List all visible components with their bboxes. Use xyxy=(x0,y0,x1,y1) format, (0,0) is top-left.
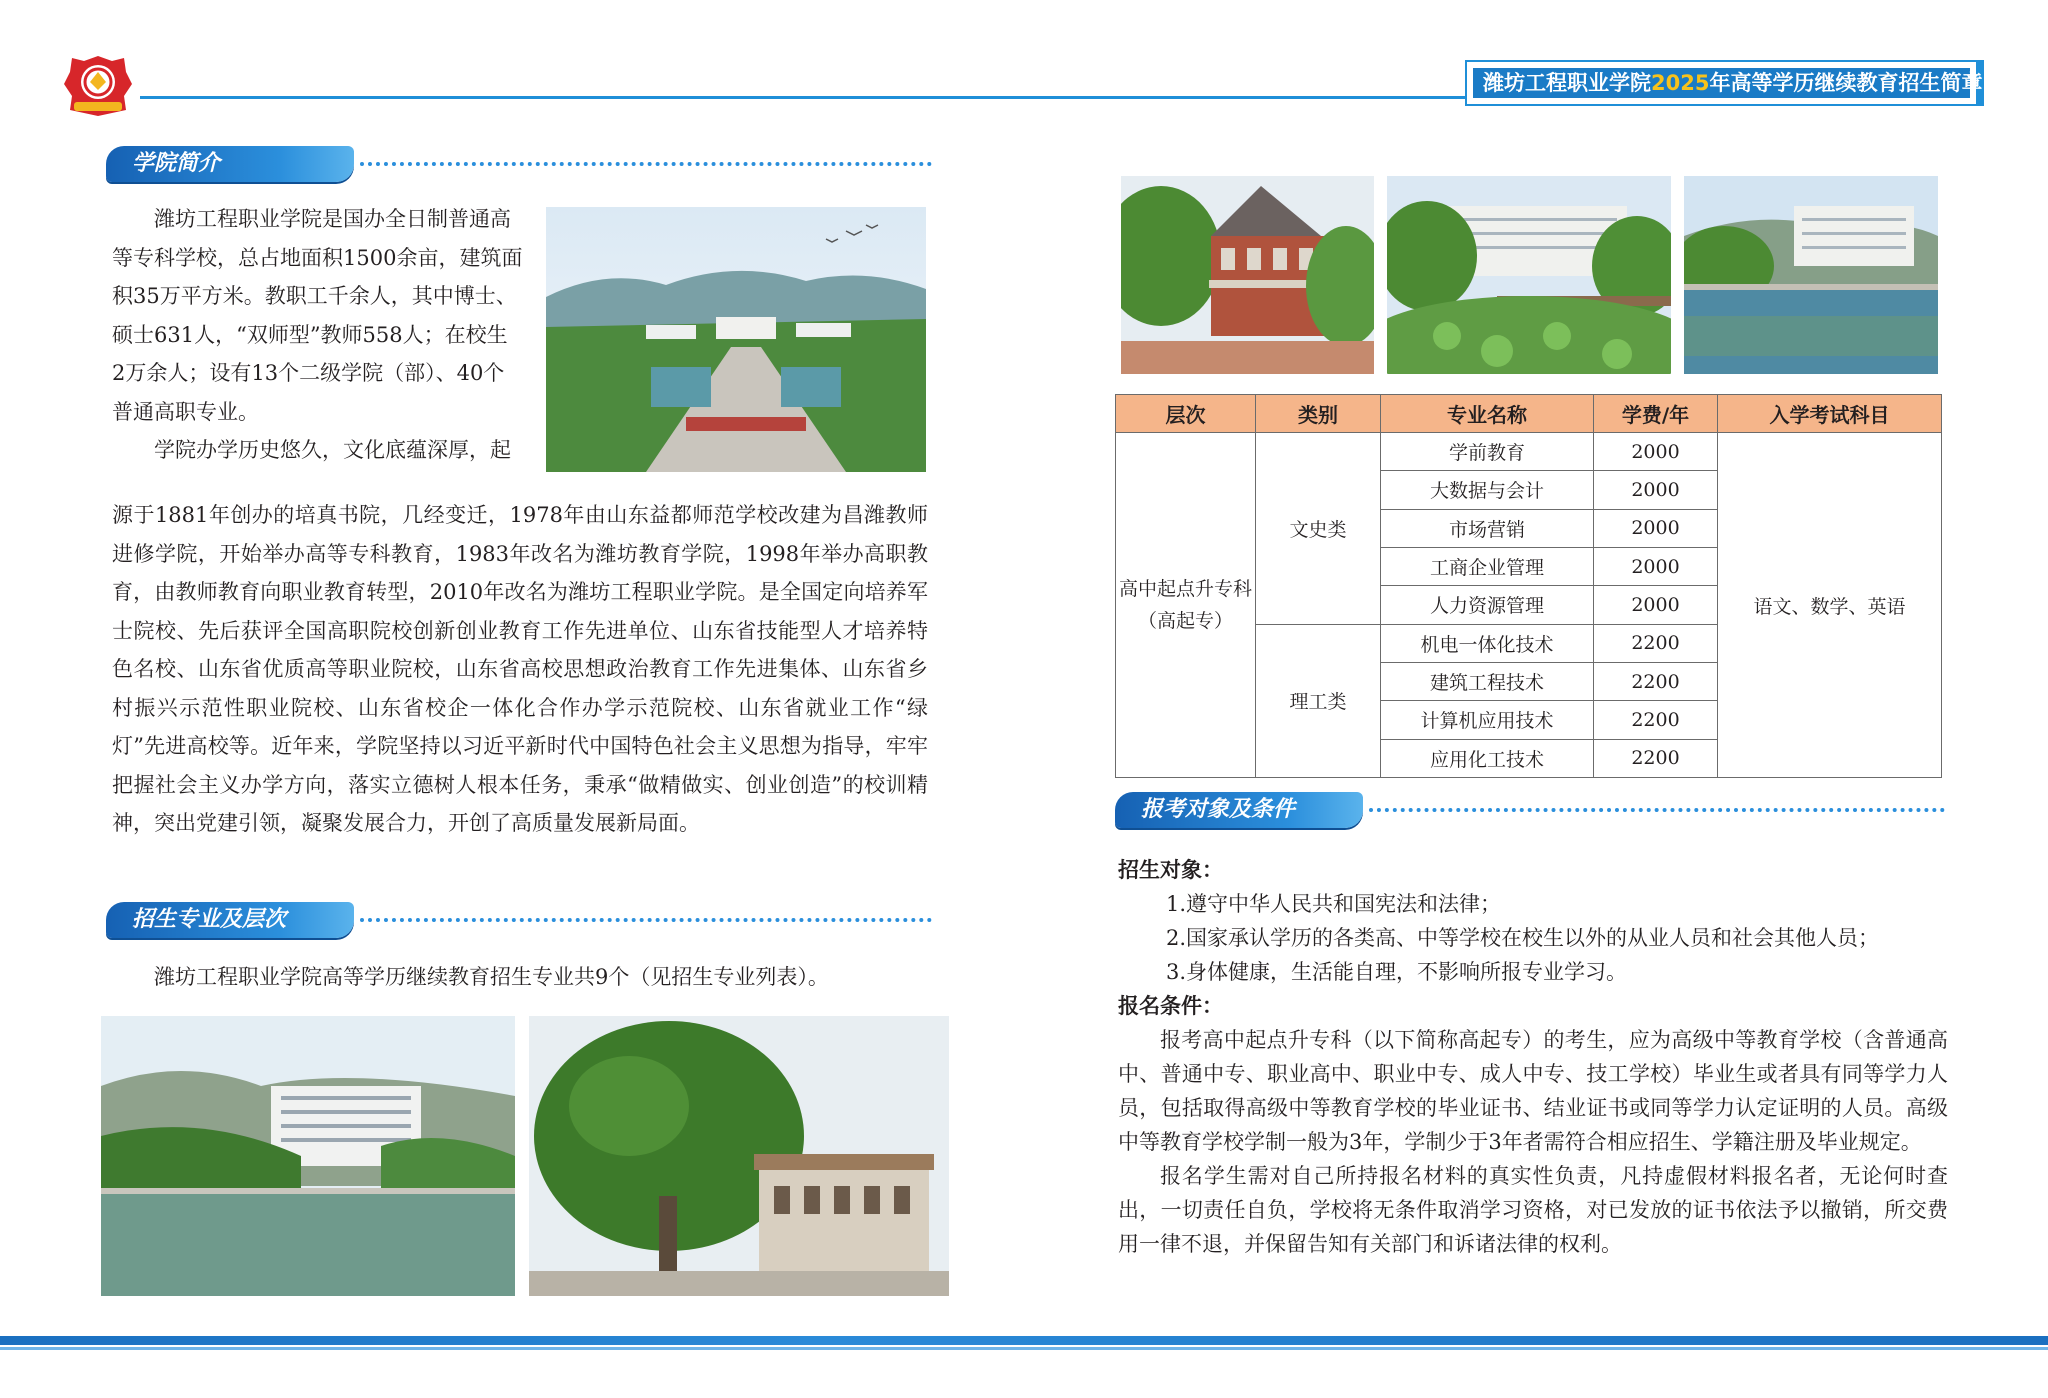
intro-line: 普通高职专业。 xyxy=(112,399,259,424)
requirements-paragraph-1: 报考高中起点升专科（以下简称高起专）的考生，应为高级中等教育学校（含普通高中、普通中专、职业高中、职业中专、成人中专、技工学校）毕业生或者具有同等学力人员，包括取得高级中等教育学校的毕业证书、结业证书或同等学力认定证明的人员。高级中等教育学校学制一般为3年，学制少于3年者需符合相应招生、学籍注册及毕业规定。 xyxy=(1118,1028,1948,1154)
level-line: 高中起点升专科 xyxy=(1118,578,1252,600)
table-header-cell: 专业名称 xyxy=(1381,395,1594,433)
target-item: 2.国家承认学历的各类高、中等学校在校生以外的从业人员和社会其他人员； xyxy=(1166,926,1880,950)
intro-line: 2万余人；设有13个二级学院（部）、40个 xyxy=(112,361,505,385)
fee-cell: 2200 xyxy=(1594,662,1718,700)
requirements-paragraph-2: 报名学生需对自己所持报名材料的真实性负责，凡持虚假材料报名者，无论何时查出，一切责任自负，学校将无条件取消学习资格，对已发放的证书依法予以撤销，所交费用一律不退，并保留告知有关部门和诉诸法律的权利。 xyxy=(1118,1164,1948,1256)
historic-red-building-photo xyxy=(1121,176,1374,374)
major-name-cell: 机电一体化技术 xyxy=(1381,624,1594,662)
banner-dots xyxy=(1369,808,1945,812)
table-header-cell: 学费/年 xyxy=(1594,395,1718,433)
category-cell: 文史类 xyxy=(1256,433,1381,625)
header-title-prefix: 潍坊工程职业学院 xyxy=(1483,71,1651,95)
historic-building-tree-photo xyxy=(529,1016,949,1296)
conditions-block xyxy=(1118,853,1948,1261)
table-header-cell: 类别 xyxy=(1256,395,1381,433)
fee-cell: 2000 xyxy=(1594,433,1718,471)
major-name-cell: 应用化工技术 xyxy=(1381,739,1594,777)
campus-lake-photo xyxy=(101,1016,515,1296)
footer-band-thin xyxy=(0,1347,2048,1350)
major-name-cell: 学前教育 xyxy=(1381,433,1594,471)
major-name-cell: 计算机应用技术 xyxy=(1381,701,1594,739)
majors-intro-text xyxy=(112,958,942,997)
subjects-cell: 语文、数学、英语 xyxy=(1718,433,1942,778)
header-rule xyxy=(140,96,1465,99)
college-logo xyxy=(60,52,136,120)
section-title-conditions: 报考对象及条件 xyxy=(1115,792,1363,828)
table-row xyxy=(1116,433,1942,471)
major-name-cell: 建筑工程技术 xyxy=(1381,662,1594,700)
fee-cell: 2000 xyxy=(1594,586,1718,624)
fee-cell: 2000 xyxy=(1594,509,1718,547)
banner-dots xyxy=(360,162,932,166)
fee-cell: 2200 xyxy=(1594,624,1718,662)
fee-cell: 2000 xyxy=(1594,471,1718,509)
table-header-cell: 入学考试科目 xyxy=(1718,395,1942,433)
fee-cell: 2200 xyxy=(1594,739,1718,777)
header-title-suffix: 年高等学历继续教育招生简章 xyxy=(1709,71,1983,95)
section-banner-majors xyxy=(106,902,932,938)
section-banner-conditions xyxy=(1115,792,1945,828)
table-header-cell: 层次 xyxy=(1116,395,1256,433)
level-cell xyxy=(1116,433,1256,778)
section-banner-intro xyxy=(106,146,932,182)
intro-paragraph-1 xyxy=(112,200,532,470)
intro-line: 等专科学校，总占地面积1500余亩，建筑面 xyxy=(112,245,523,270)
table-header-row xyxy=(1116,395,1942,433)
intro-line: 潍坊工程职业学院是国办全日制普通高 xyxy=(154,207,511,231)
target-heading: 招生对象： xyxy=(1118,857,1223,882)
major-name-cell: 人力资源管理 xyxy=(1381,586,1594,624)
campus-aerial-photo xyxy=(546,207,926,472)
category-cell: 理工类 xyxy=(1256,624,1381,777)
intro-line: 学院办学历史悠久，文化底蕴深厚，起 xyxy=(154,438,511,462)
banner-dots xyxy=(360,918,932,922)
fee-cell: 2200 xyxy=(1594,701,1718,739)
level-line: （高起专） xyxy=(1137,610,1233,632)
majors-table xyxy=(1115,394,1942,778)
major-name-cell: 市场营销 xyxy=(1381,509,1594,547)
major-name-cell: 大数据与会计 xyxy=(1381,471,1594,509)
intro-line: 积35万平方米。教职工千余人，其中博士、 xyxy=(112,284,517,308)
campus-lake-reflection-photo xyxy=(1684,176,1938,374)
section-title-intro: 学院简介 xyxy=(106,146,354,182)
majors-intro-line: 潍坊工程职业学院高等学历继续教育招生专业共9个（见招生专业列表）。 xyxy=(154,965,829,989)
intro-paragraph-2: 源于1881年创办的培真书院，几经变迁，1978年由山东益都师范学校改建为昌潍教师进修学院，开始举办高等专科教育，1983年改名为潍坊教育学院，1998年举办高职教育，由教师教育向职业教育转型，2010年改名为潍坊工程职业学院。是全国定向培养军士院校、先后获评全国高职院校创新创业教育工作先进单位、山东省技能型人才培养特色名校、山东省优质高等职业院校，山东省高校思想政治教育工作先进集体、山东省乡村振兴示范性职业院校、山东省校企一体化合作办学示范院校、山东省就业工作“绿灯”先进高校等。近年来，学院坚持以习近平新时代中国特色社会主义思想为指导，牢牢把握社会主义办学方向，落实立德树人根本任务，秉承“做精做实、创业创造”的校训精神，突出党建引领，凝聚发展合力，开创了高质量发展新局面。 xyxy=(112,503,928,835)
lotus-pond-photo xyxy=(1387,176,1671,374)
footer-band xyxy=(0,1336,2048,1345)
major-name-cell: 工商企业管理 xyxy=(1381,547,1594,585)
header-title-box xyxy=(1465,60,1984,106)
header-title xyxy=(1473,68,1983,98)
target-item: 1.遵守中华人民共和国宪法和法律； xyxy=(1166,892,1502,916)
header-title-year: 2025 xyxy=(1651,71,1710,95)
section-title-majors: 招生专业及层次 xyxy=(106,902,354,938)
intro-line: 硕士631人，“双师型”教师558人；在校生 xyxy=(112,322,508,347)
requirements-heading: 报名条件： xyxy=(1118,993,1223,1018)
fee-cell: 2000 xyxy=(1594,547,1718,585)
target-item: 3.身体健康，生活能自理，不影响所报专业学习。 xyxy=(1166,960,1628,984)
